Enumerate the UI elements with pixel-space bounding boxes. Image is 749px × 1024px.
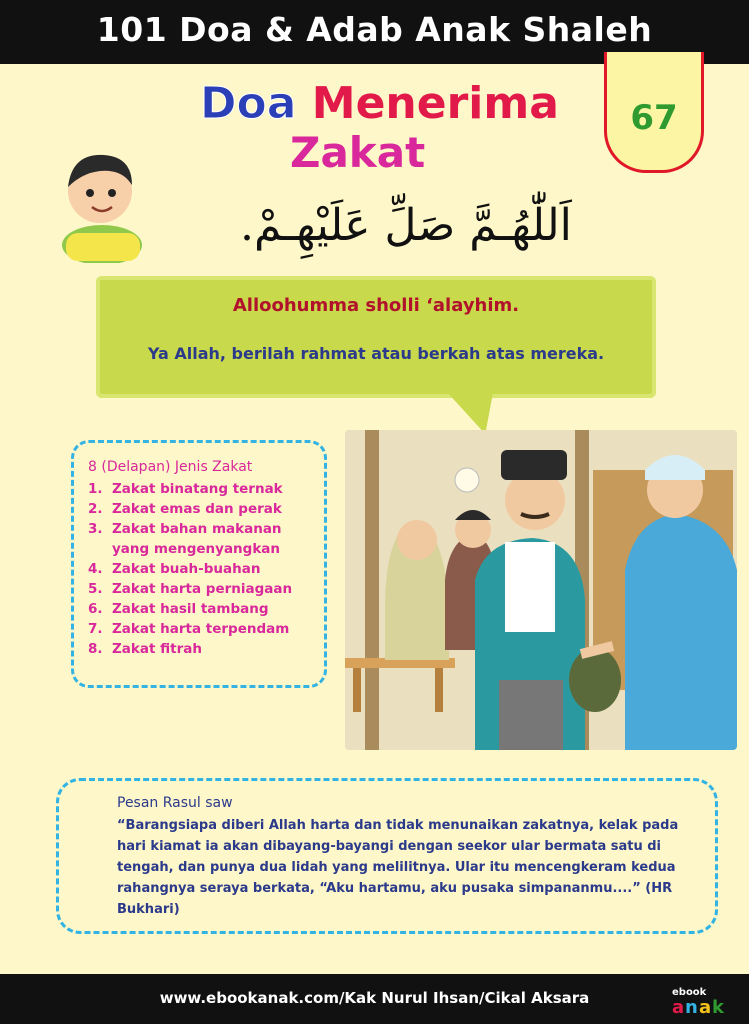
heading-part-3: Zakat: [290, 128, 426, 177]
list-item: 5. Zakat harta perniagaan: [88, 581, 293, 597]
message-heading: Pesan Rasul saw: [117, 795, 233, 811]
list-item: 6. Zakat hasil tambang: [88, 601, 269, 617]
list-item: 3. Zakat bahan makanan yang mengenyangkan: [88, 521, 282, 557]
page-heading: [200, 78, 559, 129]
bubble-tail: [449, 394, 508, 434]
zakat-list: [88, 479, 320, 659]
svg-text:k: k: [712, 997, 724, 1016]
footer-link[interactable]: www.ebookanak.com/Kak Nurul Ihsan/Cikal Aksara: [159, 989, 590, 1007]
heading-part-1: Doa: [200, 78, 297, 129]
book-title: 101 Doa & Adab Anak Shaleh: [96, 10, 653, 49]
list-item: 2. Zakat emas dan perak: [88, 501, 282, 517]
svg-text:a: a: [672, 997, 685, 1016]
prophet-message-box: [56, 778, 718, 934]
zakat-giving-illustration: [345, 430, 737, 750]
prayer-translation: Ya Allah, berilah rahmat atau berkah atas mereka.: [147, 344, 605, 363]
footer-bar: [0, 974, 749, 1024]
page-number: 67: [630, 98, 678, 138]
zakat-list-heading: 8 (Delapan) Jenis Zakat: [88, 459, 253, 475]
page-number-badge: [604, 52, 704, 173]
prayer-latin: Alloohumma sholli ‘alayhim.: [232, 295, 520, 316]
svg-text:n: n: [685, 997, 698, 1016]
list-item: 7. Zakat harta terpendam: [88, 621, 290, 637]
arabic-prayer: اَللّٰهُـمَّ صَلِّ عَلَيْهِـمْ.: [240, 200, 572, 251]
list-item: 1. Zakat binatang ternak: [88, 481, 283, 497]
svg-text:a: a: [699, 997, 712, 1016]
zakat-types-box: [71, 440, 327, 688]
message-text: “Barangsiapa diberi Allah harta dan tidak menunaikan zakatnya, kelak pada hari kiamat ia akan dibayang-bayangi dengan seekor ular bermata satu di tengah, dan punya dua lidah yang melilitnya. Ular itu mencengkeram kedua rahangnya seraya berkata, “Aku hartamu, aku pusaka simpananmu....” (HR Bukhari): [117, 818, 679, 917]
list-item: 8. Zakat fitrah: [88, 641, 202, 657]
heading-part-2: Menerima: [311, 78, 559, 129]
svg-text:ebook: ebook: [672, 987, 707, 998]
list-item: 4. Zakat buah-buahan: [88, 561, 261, 577]
ebook-anak-logo: [668, 982, 734, 1016]
boy-illustration: [52, 145, 144, 263]
prayer-speech-bubble: [96, 276, 656, 398]
